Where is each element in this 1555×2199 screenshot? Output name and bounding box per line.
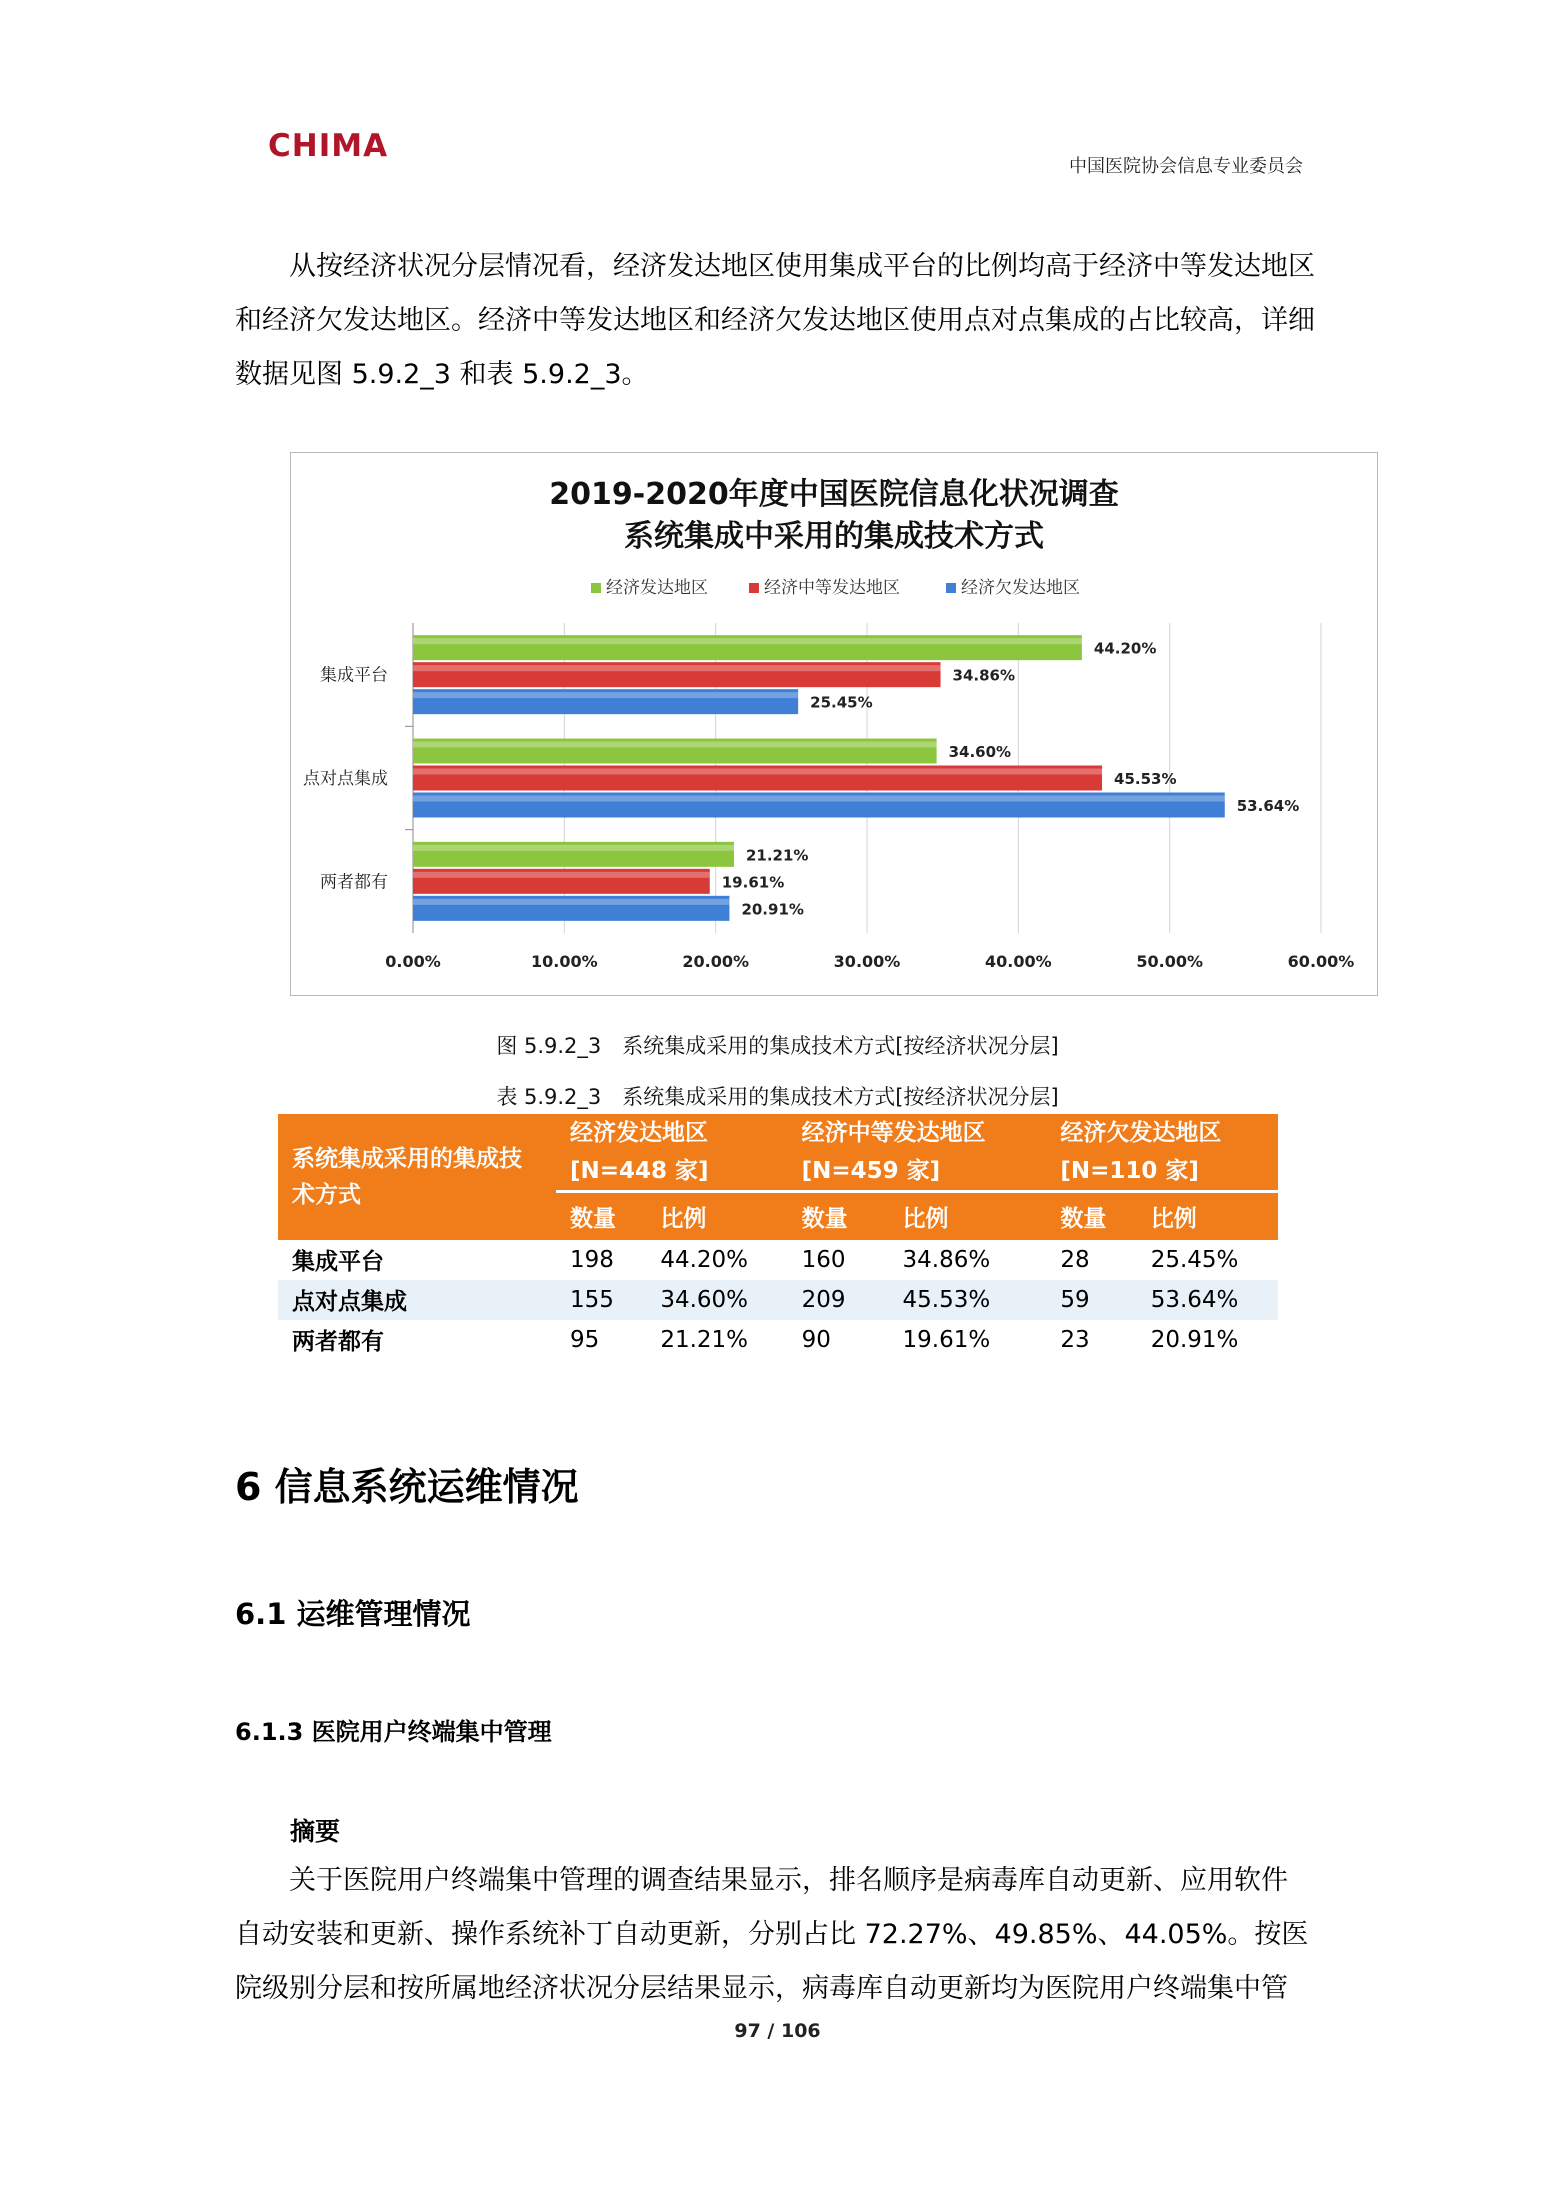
abstract-title: 摘要 — [290, 1817, 341, 1846]
x-tick-label: 10.00% — [531, 952, 598, 971]
legend-swatch — [591, 583, 601, 593]
legend-swatch — [946, 583, 956, 593]
data-label: 20.91% — [741, 900, 804, 919]
bar-highlight — [413, 665, 941, 671]
table-cell: 25.45% — [1150, 1246, 1239, 1273]
group-name: 经济发达地区 — [570, 1120, 708, 1146]
subheader-count: 数量 — [801, 1205, 848, 1232]
category-label: 点对点集成 — [303, 769, 388, 789]
legend-swatch — [749, 583, 759, 593]
intro-line-1: 从按经济状况分层情况看，经济发达地区使用集成平台的比例均高于经济中等发达地区 — [289, 251, 1315, 282]
bar-highlight — [413, 845, 734, 851]
organization-name: 中国医院协会信息专业委员会 — [1069, 156, 1303, 177]
data-label: 44.20% — [1093, 639, 1157, 658]
category-label: 集成平台 — [320, 665, 388, 686]
x-tick-label: 0.00% — [385, 952, 441, 971]
row-label: 两者都有 — [292, 1329, 384, 1355]
table-cell: 23 — [1060, 1326, 1090, 1353]
abstract-line-3: 院级别分层和按所属地经济状况分层结果显示，病毒库自动更新均为医院用户终端集中管 — [235, 1973, 1288, 2004]
group-name: 经济欠发达地区 — [1060, 1120, 1222, 1146]
table-cell: 28 — [1060, 1246, 1090, 1273]
category-label: 两者都有 — [320, 872, 388, 893]
table-cell: 19.61% — [902, 1326, 991, 1353]
bar-chart-figure — [290, 452, 1378, 996]
group-name: 经济中等发达地区 — [801, 1120, 986, 1146]
bar-highlight — [413, 769, 1102, 775]
table-cell: 209 — [801, 1286, 846, 1313]
section-heading-6: 6 信息系统运维情况 — [235, 1465, 579, 1509]
data-label: 25.45% — [810, 693, 873, 712]
page-number: 97 / 106 — [734, 2020, 821, 2042]
table-cell: 95 — [570, 1326, 600, 1353]
bar-highlight — [413, 638, 1082, 644]
table-cell: 20.91% — [1150, 1326, 1239, 1353]
subheader-ratio: 比例 — [660, 1205, 707, 1232]
table-cell: 198 — [570, 1246, 614, 1273]
table-cell: 34.60% — [660, 1286, 749, 1313]
intro-line-2: 和经济欠发达地区。经济中等发达地区和经济欠发达地区使用点对点集成的占比较高，详细 — [235, 305, 1315, 336]
table-caption: 表 5.9.2_3 系统集成采用的集成技术方式[按经济状况分层] — [496, 1085, 1059, 1109]
table-header-row-1 — [278, 1114, 1278, 1192]
table-cell: 155 — [570, 1286, 614, 1313]
bar-highlight — [413, 899, 729, 905]
intro-paragraph — [235, 240, 1320, 402]
x-tick-label: 40.00% — [985, 952, 1052, 971]
row-label: 集成平台 — [292, 1249, 384, 1275]
abstract-paragraph — [235, 1854, 1320, 2016]
chart-title-line-2: 系统集成中采用的集成技术方式 — [624, 519, 1044, 554]
legend-label: 经济欠发达地区 — [961, 578, 1080, 598]
bar-highlight — [413, 742, 937, 748]
group-n: [N=448 家] — [570, 1158, 709, 1184]
bar-chart-plot — [291, 453, 1377, 995]
data-label: 53.64% — [1236, 797, 1300, 815]
table-cell: 53.64% — [1150, 1286, 1239, 1313]
x-tick-label: 30.00% — [833, 952, 901, 971]
chart-title-line-1: 2019-2020年度中国医院信息化状况调查 — [549, 477, 1119, 512]
group-n: [N=459 家] — [801, 1158, 941, 1184]
data-label: 34.86% — [952, 666, 1016, 685]
chima-logo: CHIMA — [268, 128, 389, 164]
data-table — [278, 1114, 1278, 1360]
subheader-ratio: 比例 — [1150, 1205, 1197, 1232]
row-label: 点对点集成 — [292, 1289, 407, 1315]
table-row — [278, 1240, 1278, 1280]
legend-label: 经济中等发达地区 — [764, 578, 900, 598]
table-cell: 21.21% — [660, 1326, 749, 1353]
data-label: 21.21% — [745, 846, 809, 865]
abstract-line-2: 自动安装和更新、操作系统补丁自动更新，分别占比 72.27%、49.85%、44.05%。按医 — [235, 1919, 1309, 1950]
subheader-count: 数量 — [1060, 1205, 1107, 1232]
section-heading-6-1-3: 6.1.3 医院用户终端集中管理 — [235, 1718, 552, 1746]
data-label: 19.61% — [721, 873, 785, 892]
data-label: 45.53% — [1114, 770, 1177, 788]
bar-highlight — [413, 872, 710, 878]
abstract-line-1: 关于医院用户终端集中管理的调查结果显示，排名顺序是病毒库自动更新、应用软件 — [289, 1865, 1288, 1896]
x-tick-label: 50.00% — [1136, 952, 1203, 971]
table-group-header — [788, 1114, 1047, 1192]
bar-highlight — [413, 692, 798, 698]
subheader-ratio: 比例 — [902, 1205, 949, 1232]
table-group-header — [1046, 1114, 1278, 1192]
figure-caption: 图 5.9.2_3 系统集成采用的集成技术方式[按经济状况分层] — [496, 1034, 1059, 1058]
x-tick-label: 20.00% — [682, 952, 749, 971]
table-cell: 160 — [801, 1246, 846, 1273]
subheader-count: 数量 — [570, 1205, 616, 1232]
table-cell: 45.53% — [902, 1286, 991, 1313]
table-cell: 90 — [801, 1326, 831, 1353]
table-row — [278, 1320, 1278, 1360]
table-cell: 44.20% — [660, 1246, 749, 1273]
group-n: [N=110 家] — [1060, 1158, 1199, 1184]
intro-line-3: 数据见图 5.9.2_3 和表 5.9.2_3。 — [235, 359, 649, 390]
section-heading-6-1: 6.1 运维管理情况 — [235, 1597, 471, 1631]
table-cell: 34.86% — [902, 1246, 991, 1273]
x-tick-label: 60.00% — [1287, 952, 1355, 971]
table-group-header — [556, 1114, 788, 1192]
table-row — [278, 1280, 1278, 1320]
bar-highlight — [413, 796, 1225, 802]
table-cell: 59 — [1060, 1286, 1090, 1313]
table-corner-label: 系统集成采用的集成技术方式 — [292, 1145, 522, 1208]
legend-label: 经济发达地区 — [606, 578, 708, 598]
data-label: 34.60% — [948, 743, 1012, 761]
